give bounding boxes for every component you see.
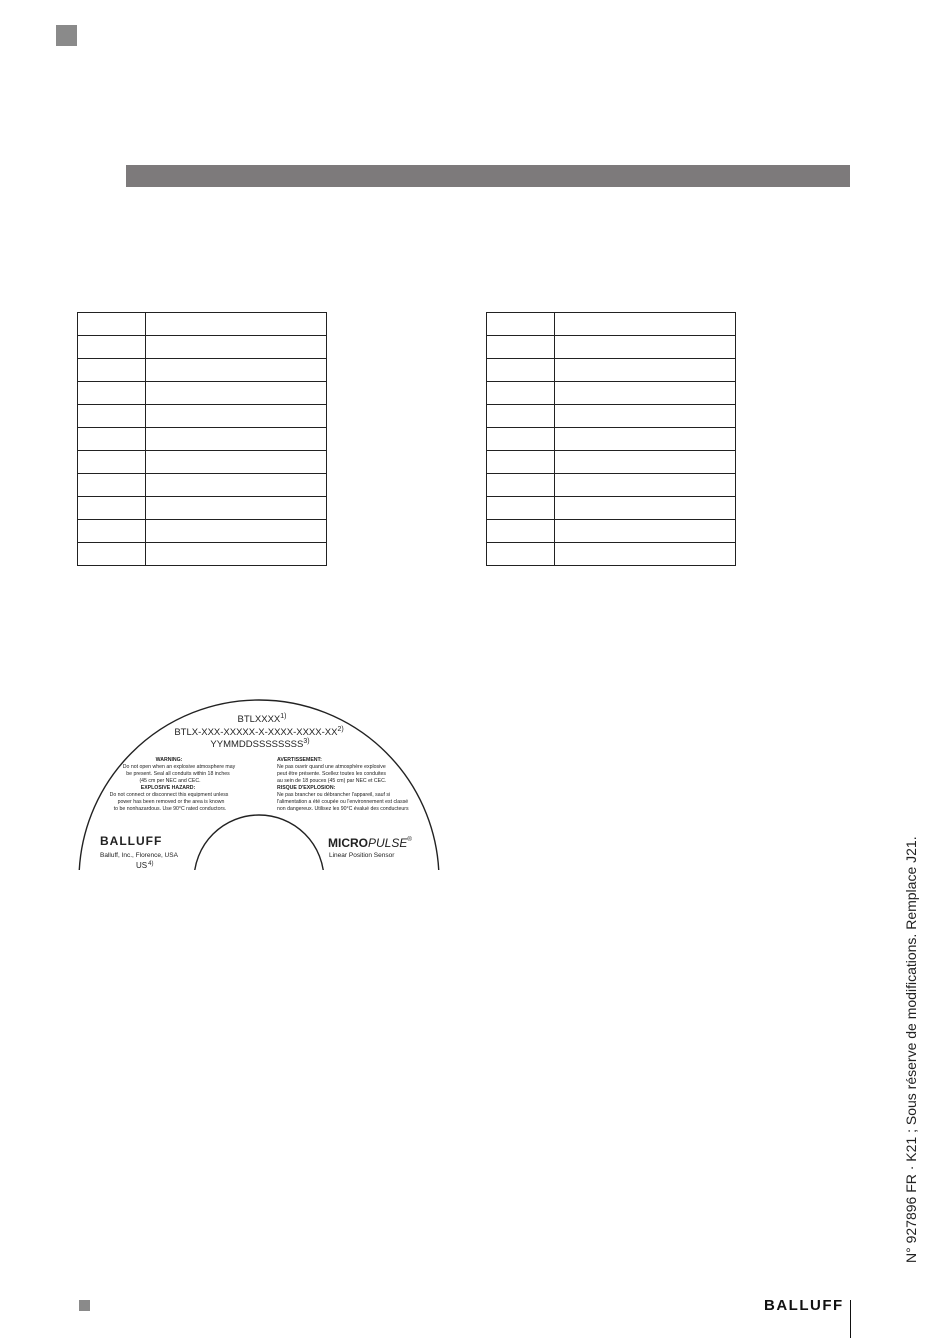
label-warning-line1: Do not open when an explosive atmosphere may (122, 764, 236, 770)
table-row (487, 359, 736, 382)
table-cell-code (78, 520, 146, 543)
code-table-right (486, 312, 736, 566)
table-row (78, 382, 327, 405)
label-model: BTLXXXX (237, 714, 281, 725)
label-product-italic: PULSE (368, 836, 408, 850)
document-reference-note: N° 927896 FR · K21 ; Sous réserve de modifications. Remplace J21. (903, 836, 919, 1263)
product-label (70, 680, 450, 875)
table-cell-description (146, 382, 327, 405)
table-cell-code (78, 497, 146, 520)
label-country: US (136, 861, 148, 870)
table-cell-code (487, 382, 555, 405)
table-row (78, 474, 327, 497)
label-country-sup: 4) (148, 861, 154, 867)
label-risque-line3: non dangereux. Utilisez les 90°C évalué des conducteurs (277, 806, 409, 812)
svg-text:US4) (136, 861, 153, 870)
svg-text:YYMMDDSSSSSSSS3) (210, 738, 309, 750)
table-cell-description (146, 451, 327, 474)
table-cell-description (146, 428, 327, 451)
table-cell-description (146, 520, 327, 543)
table-row (78, 405, 327, 428)
table-cell-description (146, 336, 327, 359)
svg-text:MICROPULSE® (328, 836, 412, 850)
table-row (487, 520, 736, 543)
table-cell-code (78, 359, 146, 382)
label-company: Balluff, Inc., Florence, USA (100, 852, 178, 859)
table-cell-description (146, 405, 327, 428)
table-cell-code (487, 474, 555, 497)
label-serial: YYMMDDSSSSSSSS (210, 739, 304, 750)
label-warning-line2: be present. Seal all conduits within 18 inches (126, 771, 230, 777)
label-risque-line1: Ne pas brancher ou débrancher l'appareil, sauf si (277, 792, 391, 798)
label-risque-title: RISQUE D'EXPLOSION: (277, 785, 336, 791)
label-warning-line3: (45 cm per NEC and CEC. (139, 778, 201, 784)
table-cell-description (146, 313, 327, 336)
table-cell-description (555, 451, 736, 474)
table-cell-code (487, 497, 555, 520)
table-cell-code (78, 428, 146, 451)
table-cell-code (78, 451, 146, 474)
table-cell-code (487, 543, 555, 566)
label-brand-logo: BALLUFF (100, 834, 163, 848)
label-product-reg: ® (407, 837, 412, 843)
table-row (78, 497, 327, 520)
label-risque-line2: l'alimentation a été coupée ou l'environnement est classé (277, 799, 409, 805)
table-cell-description (555, 382, 736, 405)
table-cell-description (555, 405, 736, 428)
table-row (78, 543, 327, 566)
table-cell-code (487, 451, 555, 474)
table-row (78, 520, 327, 543)
label-product-subtitle: Linear Position Sensor (329, 852, 395, 859)
table-row (487, 428, 736, 451)
label-warning-title: WARNING: (155, 757, 183, 763)
table-row (487, 474, 736, 497)
table-cell-code (78, 382, 146, 405)
table-row (78, 428, 327, 451)
table-cell-code (487, 428, 555, 451)
footer-divider (850, 1300, 851, 1338)
table-cell-code (487, 520, 555, 543)
table-row (78, 451, 327, 474)
table-cell-description (555, 543, 736, 566)
table-cell-description (555, 428, 736, 451)
section-header-bar (126, 165, 850, 187)
table-row (487, 382, 736, 405)
table-cell-code (487, 405, 555, 428)
table-cell-description (146, 474, 327, 497)
table-header-row (487, 313, 736, 336)
label-hazard-line3: to be nonhazardous. Use 90°C rated conductors. (113, 806, 227, 812)
code-table-left (77, 312, 327, 566)
label-hazard-line1: Do not connect or disconnect this equipment unless (109, 792, 229, 798)
table-cell-code (487, 313, 555, 336)
table-cell-code (487, 336, 555, 359)
svg-text:BTLXXXX1) (237, 713, 286, 725)
label-hazard-title: EXPLOSIVE HAZARD: (140, 785, 196, 791)
footer-marker (79, 1300, 90, 1311)
svg-text:BTLX-XXX-XXXXX-X-XXXX-XXXX-XX2 (174, 726, 343, 738)
table-row (487, 497, 736, 520)
label-inner-circle (194, 815, 324, 875)
table-cell-description (555, 336, 736, 359)
label-avert-line3: au sein de 18 pouces (45 cm) par NEC et CEC. (277, 778, 387, 784)
table-cell-description (146, 359, 327, 382)
label-part-number: BTLX-XXX-XXXXX-X-XXXX-XXXX-XX (174, 727, 338, 738)
table-cell-description (146, 543, 327, 566)
table-cell-code (487, 359, 555, 382)
table-row (487, 336, 736, 359)
table-cell-description (555, 520, 736, 543)
label-part-sup: 2) (337, 726, 344, 733)
corner-marker (56, 25, 77, 46)
footer-logo: BALLUFF (764, 1297, 844, 1314)
table-row (487, 543, 736, 566)
label-avert-title: AVERTISSEMENT: (277, 757, 322, 763)
table-row (78, 359, 327, 382)
label-avert-line2: peut être présente. Scellez toutes les conduites (277, 771, 387, 777)
table-cell-code (78, 336, 146, 359)
table-row (78, 336, 327, 359)
table-cell-code (78, 313, 146, 336)
table-cell-description (555, 313, 736, 336)
table-cell-code (78, 543, 146, 566)
table-header-row (78, 313, 327, 336)
table-cell-description (555, 497, 736, 520)
table-cell-description (555, 474, 736, 497)
label-avert-line1: Ne pas ouvrir quand une atmosphère explosive (277, 764, 386, 770)
table-cell-description (146, 497, 327, 520)
label-product-bold: MICRO (328, 836, 368, 850)
label-hazard-line2: power has been removed or the area is known (117, 799, 225, 805)
label-serial-sup: 3) (303, 738, 310, 745)
table-row (487, 405, 736, 428)
table-cell-code (78, 474, 146, 497)
table-row (487, 451, 736, 474)
table-cell-code (78, 405, 146, 428)
label-model-sup: 1) (280, 713, 287, 720)
table-cell-description (555, 359, 736, 382)
